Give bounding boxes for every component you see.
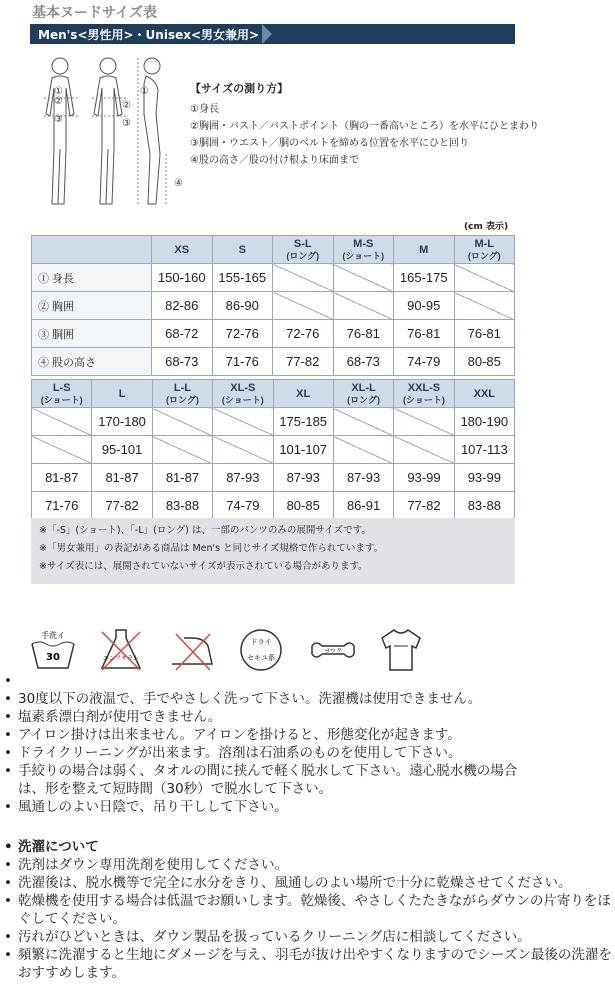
size-header: XL-S (ショート) [213, 380, 273, 408]
table-row [32, 464, 515, 492]
table-cell-empty [454, 264, 515, 292]
list-item: • 汚れがひどいときは、ダウン製品を扱っているクリーニング店に相談してください。 [4, 928, 612, 946]
svg-text:30: 30 [46, 652, 60, 663]
svg-text:手洗イ: 手洗イ [41, 631, 65, 640]
table-cell: 83-88 [454, 492, 514, 520]
table-cell: 93-99 [394, 464, 454, 492]
banner-tip [262, 24, 272, 44]
table-row [32, 436, 515, 464]
note-line: ※「男女兼用」の表記がある商品は Men's と同じサイズ規格で作られています。 [39, 543, 384, 554]
table-cell-empty [333, 264, 394, 292]
list-item: • 洗濯後は、脱水機等で完全に水分をきり、風通しのよい場所で十分に乾燥させてください。 [4, 874, 612, 892]
table-cell-empty [333, 436, 393, 464]
list-item: • 手絞りの場合は弱く、タオルの間に挟んで軽く脱水して下さい。遠心脱水機の場合は、形を整えて短時間（30秒）で脱水して下さい。 [4, 762, 544, 798]
table-cell: 77-82 [273, 348, 334, 376]
size-header: L-L (ロング) [152, 380, 212, 408]
table-cell-empty [273, 292, 334, 320]
table-cell: 155-165 [212, 264, 273, 292]
line-dry-shade-icon [376, 626, 426, 674]
table-row [32, 264, 515, 292]
figure-marker: ④ [174, 178, 183, 189]
table-row [32, 320, 515, 348]
size-header: M-S (ショート) [333, 236, 394, 264]
measurement-guide [190, 80, 539, 169]
row-label: ④ 股の高さ [32, 348, 152, 376]
list-item: • 風通しのよい日陰で、吊り干しして下さい。 [4, 798, 544, 816]
banner-label: Men's<男性用>・Unisex<男女兼用> [38, 28, 260, 42]
table-cell: 71-76 [32, 492, 92, 520]
list-item: • ドライクリーニングが出来ます。溶剤は石油系のものを使用して下さい。 [4, 744, 544, 762]
guide-item: ③胴囲・ウエスト／胴のベルトを締める位置を水平にひと回り [190, 138, 469, 149]
table-cell: 77-82 [92, 492, 152, 520]
table-cell-empty [394, 408, 454, 436]
row-label: ③ 胴囲 [32, 320, 152, 348]
size-header: L-S (ショート) [32, 380, 92, 408]
body-measurement-figures [30, 54, 200, 224]
table-cell-empty [454, 292, 515, 320]
table-corner [32, 236, 152, 264]
list-item: • 頻繁に洗濯すると生地にダメージを与え、羽毛が抜け出やすくなりますのでシーズン最後の洗濯をおすすめします。 [4, 946, 612, 982]
list-item [4, 672, 544, 690]
table-cell-empty [213, 436, 273, 464]
size-header: M [394, 236, 455, 264]
figure-marker: ③ [54, 114, 63, 125]
table-cell: 71-76 [212, 348, 273, 376]
table-cell: 81-87 [152, 464, 212, 492]
size-table-1 [31, 235, 515, 376]
guide-heading: 【サイズの測り方】 [190, 82, 289, 95]
figure-marker: ① [54, 86, 63, 97]
table-row [32, 492, 515, 520]
svg-text:ヨワク: ヨワク [323, 648, 343, 655]
table-cell: 82-86 [152, 292, 213, 320]
list-item: • 30度以下の液温で、手でやさしく洗って下さい。洗濯機は使用できません。 [4, 690, 544, 708]
size-header: XXL-S (ショート) [394, 380, 454, 408]
table-cell: 76-81 [394, 320, 455, 348]
figure-marker: ① [140, 86, 149, 97]
table-cell: 93-99 [454, 464, 514, 492]
table-cell: 86-90 [212, 292, 273, 320]
size-header: S [212, 236, 273, 264]
hand-wash-30-icon [28, 626, 78, 674]
page-title: 基本ヌードサイズ表 [32, 5, 157, 21]
table-cell: 68-73 [333, 348, 394, 376]
svg-text:エンソサラシ: エンソサラシ [102, 655, 140, 662]
list-item: • 乾燥機を使用する場合は低温でお願いします。乾燥後、やさしくたたきながらダウンの片寄りをほぐしてください。 [4, 892, 612, 928]
table-cell: 81-87 [92, 464, 152, 492]
size-header: M-L (ロング) [454, 236, 515, 264]
size-notes [31, 518, 515, 584]
table-cell: 80-85 [454, 348, 515, 376]
table-cell: 76-81 [454, 320, 515, 348]
table-cell: 87-93 [333, 464, 393, 492]
table-cell: 83-88 [152, 492, 212, 520]
guide-item: ②胸囲・バスト／バストポイント（胸の一番高いところ）を水平にひとまわり [190, 121, 539, 132]
dry-clean-icon [236, 626, 286, 674]
row-label: ① 身長 [32, 264, 152, 292]
size-header: S-L (ロング) [273, 236, 334, 264]
table-cell: 80-85 [273, 492, 333, 520]
table-cell: 87-93 [213, 464, 273, 492]
table-cell: 95-101 [92, 436, 152, 464]
wash-heading: • 洗濯について [4, 838, 612, 856]
table-cell-empty [32, 436, 92, 464]
no-iron-icon [166, 626, 216, 674]
wring-gently-icon [308, 626, 358, 674]
guide-item: ④股の高さ／股の付け根より床面まで [190, 155, 359, 166]
table-cell: 74-79 [213, 492, 273, 520]
table-cell: 87-93 [273, 464, 333, 492]
table-cell: 72-76 [273, 320, 334, 348]
table-cell-empty [273, 264, 334, 292]
list-item: • 塩素系漂白剤が使用できません。 [4, 708, 544, 726]
table-cell: 165-175 [394, 264, 455, 292]
svg-text:ドライ: ドライ [250, 638, 272, 646]
table-cell: 180-190 [454, 408, 514, 436]
table-cell: 175-185 [273, 408, 333, 436]
note-line: ※「-S」(ショート)、「-L」(ロング) は、一部のパンツのみの展開サイズです。 [39, 525, 371, 536]
size-header: XS [152, 236, 213, 264]
size-header: XL [273, 380, 333, 408]
table-cell-empty [213, 408, 273, 436]
table-cell-empty [32, 408, 92, 436]
table-cell-empty [333, 292, 394, 320]
table-cell: 150-160 [152, 264, 213, 292]
table-cell: 170-180 [92, 408, 152, 436]
table-cell: 68-72 [152, 320, 213, 348]
table-cell: 101-107 [273, 436, 333, 464]
size-header: XL-L (ロング) [333, 380, 393, 408]
table-row [32, 408, 515, 436]
table-cell: 81-87 [32, 464, 92, 492]
table-row [32, 292, 515, 320]
table-cell-empty [333, 408, 393, 436]
svg-text:セキユ系: セキユ系 [247, 654, 275, 662]
row-label: ② 胸囲 [32, 292, 152, 320]
figure-marker: ③ [122, 118, 131, 129]
size-header: XXL [454, 380, 514, 408]
size-table-2 [31, 379, 515, 520]
table-cell: 77-82 [394, 492, 454, 520]
table-cell: 76-81 [333, 320, 394, 348]
size-banner [30, 24, 515, 44]
table-cell: 68-73 [152, 348, 213, 376]
figure-marker: ② [122, 100, 131, 111]
no-bleach-icon [96, 626, 146, 674]
guide-item: ①身長 [190, 104, 219, 115]
table-cell-empty [394, 436, 454, 464]
table-cell: 86-91 [333, 492, 393, 520]
care-icons [28, 626, 428, 676]
table-cell: 72-76 [212, 320, 273, 348]
table-cell: 74-79 [394, 348, 455, 376]
table-cell: 90-95 [394, 292, 455, 320]
note-line: ※サイズ表には、展開されていないサイズが表示されている場合があります。 [39, 561, 368, 572]
list-item: • 洗剤はダウン専用洗剤を使用してください。 [4, 856, 612, 874]
table-row [32, 348, 515, 376]
care-instructions [4, 672, 544, 816]
unit-note: (cm 表示) [464, 222, 509, 232]
table-cell: 107-113 [454, 436, 514, 464]
size-header: L [92, 380, 152, 408]
list-item: • アイロン掛けは出来ません。アイロンを掛けると、形態変化が起きます。 [4, 726, 544, 744]
washing-instructions [4, 838, 612, 982]
figure-marker: ② [54, 96, 63, 107]
table-cell-empty [152, 408, 212, 436]
table-cell-empty [152, 436, 212, 464]
